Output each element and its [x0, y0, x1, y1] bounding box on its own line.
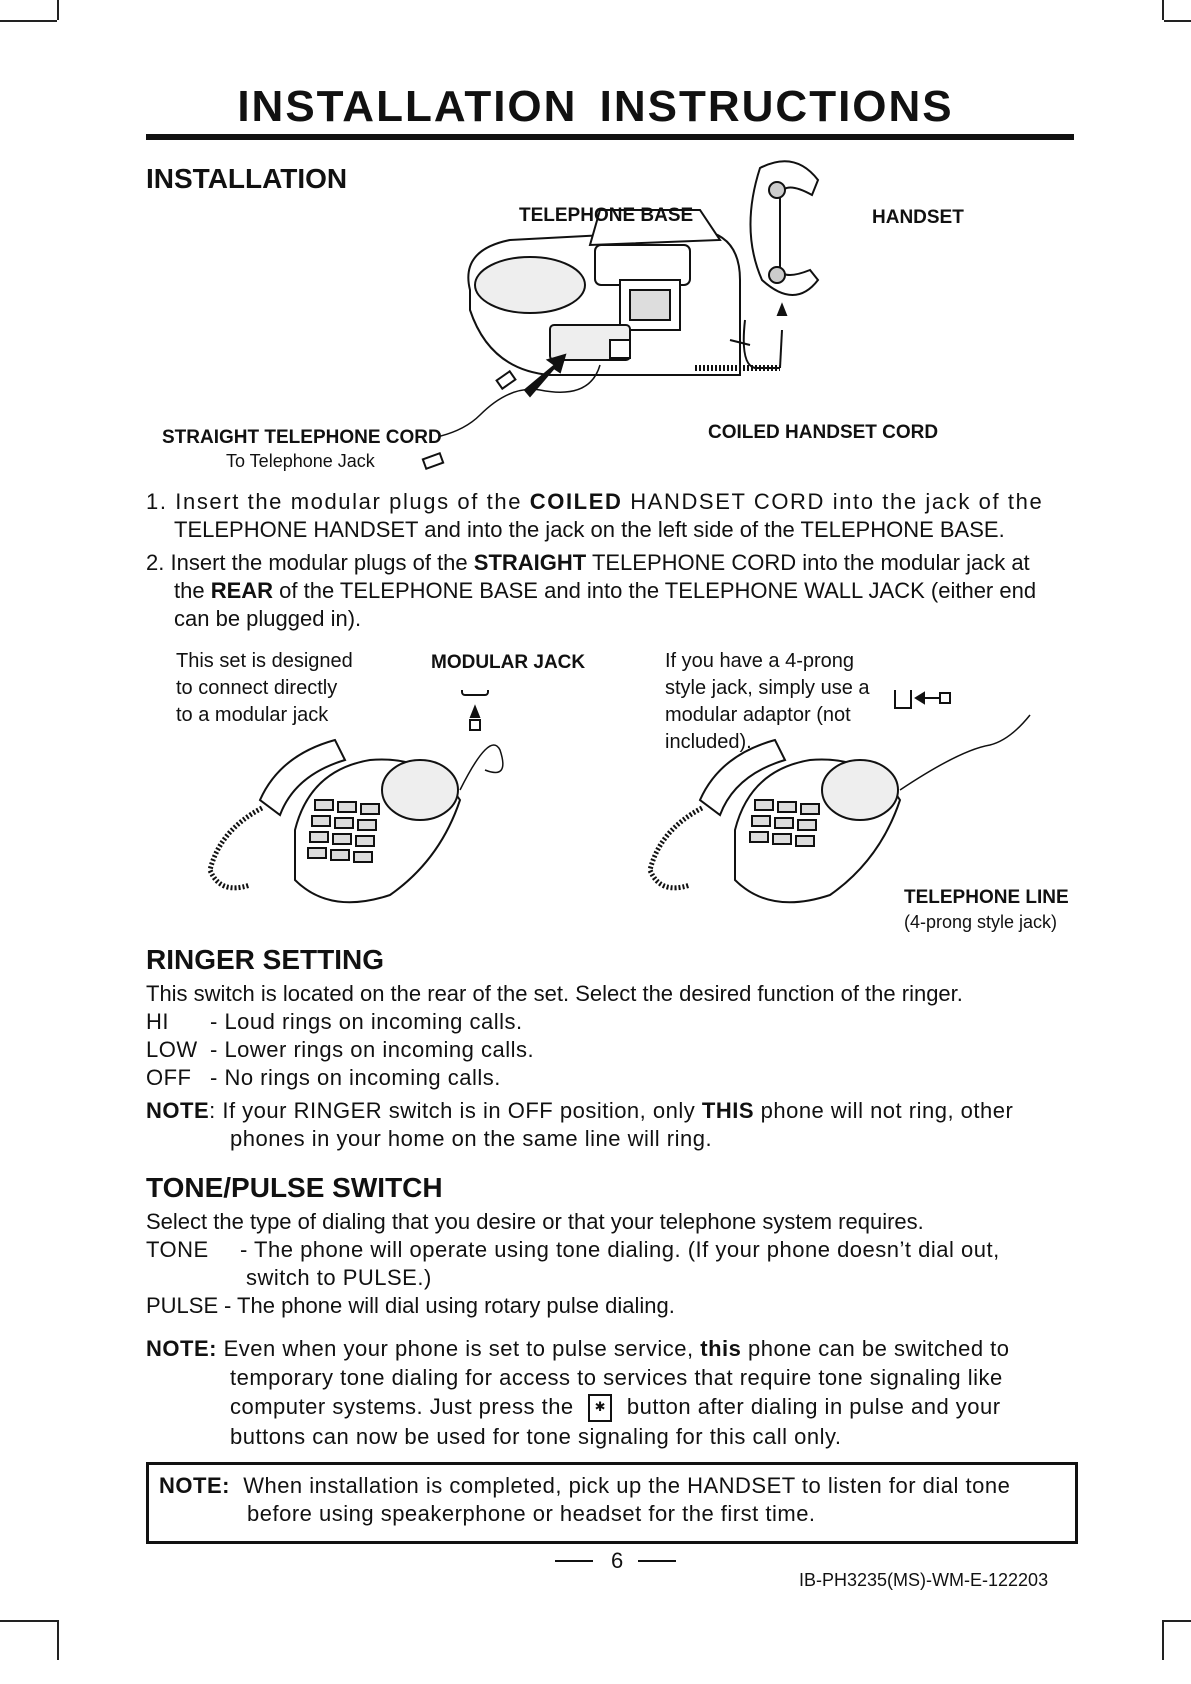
- note-label: NOTE: [146, 1098, 210, 1123]
- note-line: This set is designed: [176, 650, 353, 672]
- prong-style-label: (4-prong style jack): [904, 912, 1058, 932]
- doc-id: IB-PH3235(MS)-WM-E-122203: [799, 1570, 1049, 1590]
- crop-mark: [1162, 0, 1164, 20]
- phone-illustration-left: [210, 740, 503, 902]
- note-bold: THIS: [701, 1098, 754, 1123]
- pulse-option: [146, 1292, 675, 1320]
- crop-mark: [1162, 1620, 1164, 1660]
- option-desc: - The phone will operate using tone dialing. (If your phone doesn’t dial out,: [240, 1237, 1000, 1262]
- crop-mark: [57, 1620, 59, 1660]
- ringer-options: [146, 1008, 534, 1092]
- note-text: Even when your phone is set to pulse service,: [216, 1336, 701, 1361]
- step-number: 2.: [146, 550, 165, 575]
- handset-label: HANDSET: [872, 207, 964, 228]
- phone-illustration-right: [650, 715, 1030, 902]
- tone-pulse-heading: TONE/PULSE SWITCH: [146, 1172, 443, 1203]
- note-text: button after dialing in pulse and your: [626, 1394, 1001, 1419]
- step-text: HANDSET CORD into the jack of the: [622, 489, 1044, 514]
- ringer-heading: RINGER SETTING: [146, 944, 385, 975]
- star-glyph: ✱: [594, 1399, 606, 1415]
- step-number: 1.: [146, 489, 168, 514]
- option-key: LOW: [146, 1037, 198, 1062]
- note-text: phone can be switched to: [741, 1336, 1010, 1361]
- option-key: OFF: [146, 1065, 192, 1090]
- note-line: If you have a 4-prong: [665, 650, 855, 672]
- coiled-cord-label: COILED HANDSET CORD: [708, 422, 939, 443]
- page-title: INSTALLATION INSTRUCTIONS: [237, 82, 954, 131]
- ringer-note: [146, 1097, 1013, 1153]
- note-text: temporary tone dialing for access to services that require tone signaling like: [230, 1365, 1003, 1390]
- step-text: Insert the modular plugs of the: [175, 489, 530, 514]
- option-key: PULSE: [146, 1293, 219, 1318]
- option-key: HI: [146, 1009, 169, 1034]
- note-bold: this: [700, 1336, 742, 1361]
- page-rule-right: [638, 1560, 676, 1562]
- crop-mark: [0, 1620, 57, 1622]
- note-text: before using speakerphone or headset for the first time.: [247, 1501, 816, 1526]
- page-rule-left: [555, 1560, 593, 1562]
- step-text: TELEPHONE CORD into the modular jack at: [586, 550, 1030, 575]
- option-desc: - Loud rings on incoming calls.: [210, 1009, 523, 1034]
- final-note-box: [146, 1462, 1078, 1544]
- note-text: phones in your home on the same line will ring.: [230, 1126, 713, 1151]
- option-desc: - The phone will dial using rotary pulse dialing.: [224, 1293, 675, 1318]
- note-line: to connect directly: [176, 677, 338, 699]
- option-desc: - Lower rings on incoming calls.: [210, 1037, 535, 1062]
- telephone-base-label: TELEPHONE BASE: [519, 205, 694, 226]
- to-jack-label: To Telephone Jack: [226, 451, 375, 471]
- straight-cord-label: STRAIGHT TELEPHONE CORD: [162, 427, 442, 448]
- step-text: TELEPHONE HANDSET and into the jack on the left side of the TELEPHONE BASE.: [174, 517, 1005, 542]
- note-line: modular adaptor (not: [665, 704, 851, 726]
- handset-illustration: [750, 161, 818, 295]
- modular-jack-illustration: [462, 690, 488, 730]
- modular-jack-label: MODULAR JACK: [431, 652, 586, 673]
- ringer-intro: This switch is located on the rear of the set. Select the desired function of the ringer.: [146, 981, 963, 1006]
- wall-plug-icon: [420, 450, 450, 474]
- step-1: [146, 488, 1076, 544]
- adaptor-illustration: [895, 690, 950, 708]
- page-number: 6: [611, 1548, 624, 1573]
- crop-mark: [1164, 20, 1191, 22]
- telephone-base-illustration: [468, 210, 740, 375]
- crop-mark: [57, 0, 59, 20]
- step-bold: REAR: [210, 578, 274, 603]
- tone-pulse-note: [146, 1334, 1010, 1451]
- note-line: to a modular jack: [176, 704, 329, 726]
- note-line: included).: [665, 731, 752, 753]
- note-line: style jack, simply use a: [665, 677, 870, 699]
- option-desc: switch to PULSE.): [246, 1265, 432, 1290]
- option-desc: - No rings on incoming calls.: [210, 1065, 501, 1090]
- step-bold: COILED: [529, 489, 623, 514]
- note-text: computer systems. Just press the: [230, 1394, 574, 1419]
- note-text: : If your RINGER switch is in OFF position, only: [209, 1098, 702, 1123]
- note-text: phone will not ring, other: [754, 1098, 1014, 1123]
- star-key-icon: [588, 1394, 612, 1422]
- note-label: NOTE:: [146, 1336, 217, 1361]
- note-text: buttons can now be used for tone signaling for this call only.: [230, 1424, 842, 1450]
- tone-option: [146, 1236, 1000, 1292]
- crop-mark: [1164, 1620, 1191, 1622]
- step-2: [146, 549, 1076, 633]
- telephone-line-label: TELEPHONE LINE: [904, 887, 1069, 908]
- title-rule: [146, 134, 1074, 140]
- option-key: TONE: [146, 1237, 209, 1262]
- step-text: of the TELEPHONE BASE and into the TELEPHONE WALL JACK (either end: [273, 578, 1037, 603]
- step-bold: STRAIGHT: [473, 550, 587, 575]
- step-text: can be plugged in).: [174, 606, 362, 631]
- step-text: the: [174, 578, 211, 603]
- note-label: NOTE:: [159, 1473, 230, 1498]
- installation-heading: INSTALLATION: [146, 163, 348, 194]
- note-text: When installation is completed, pick up the HANDSET to listen for dial tone: [243, 1473, 1011, 1498]
- step-text: Insert the modular plugs of the: [170, 550, 474, 575]
- crop-mark: [0, 20, 57, 22]
- tone-pulse-intro: Select the type of dialing that you desire or that your telephone system requires.: [146, 1209, 924, 1234]
